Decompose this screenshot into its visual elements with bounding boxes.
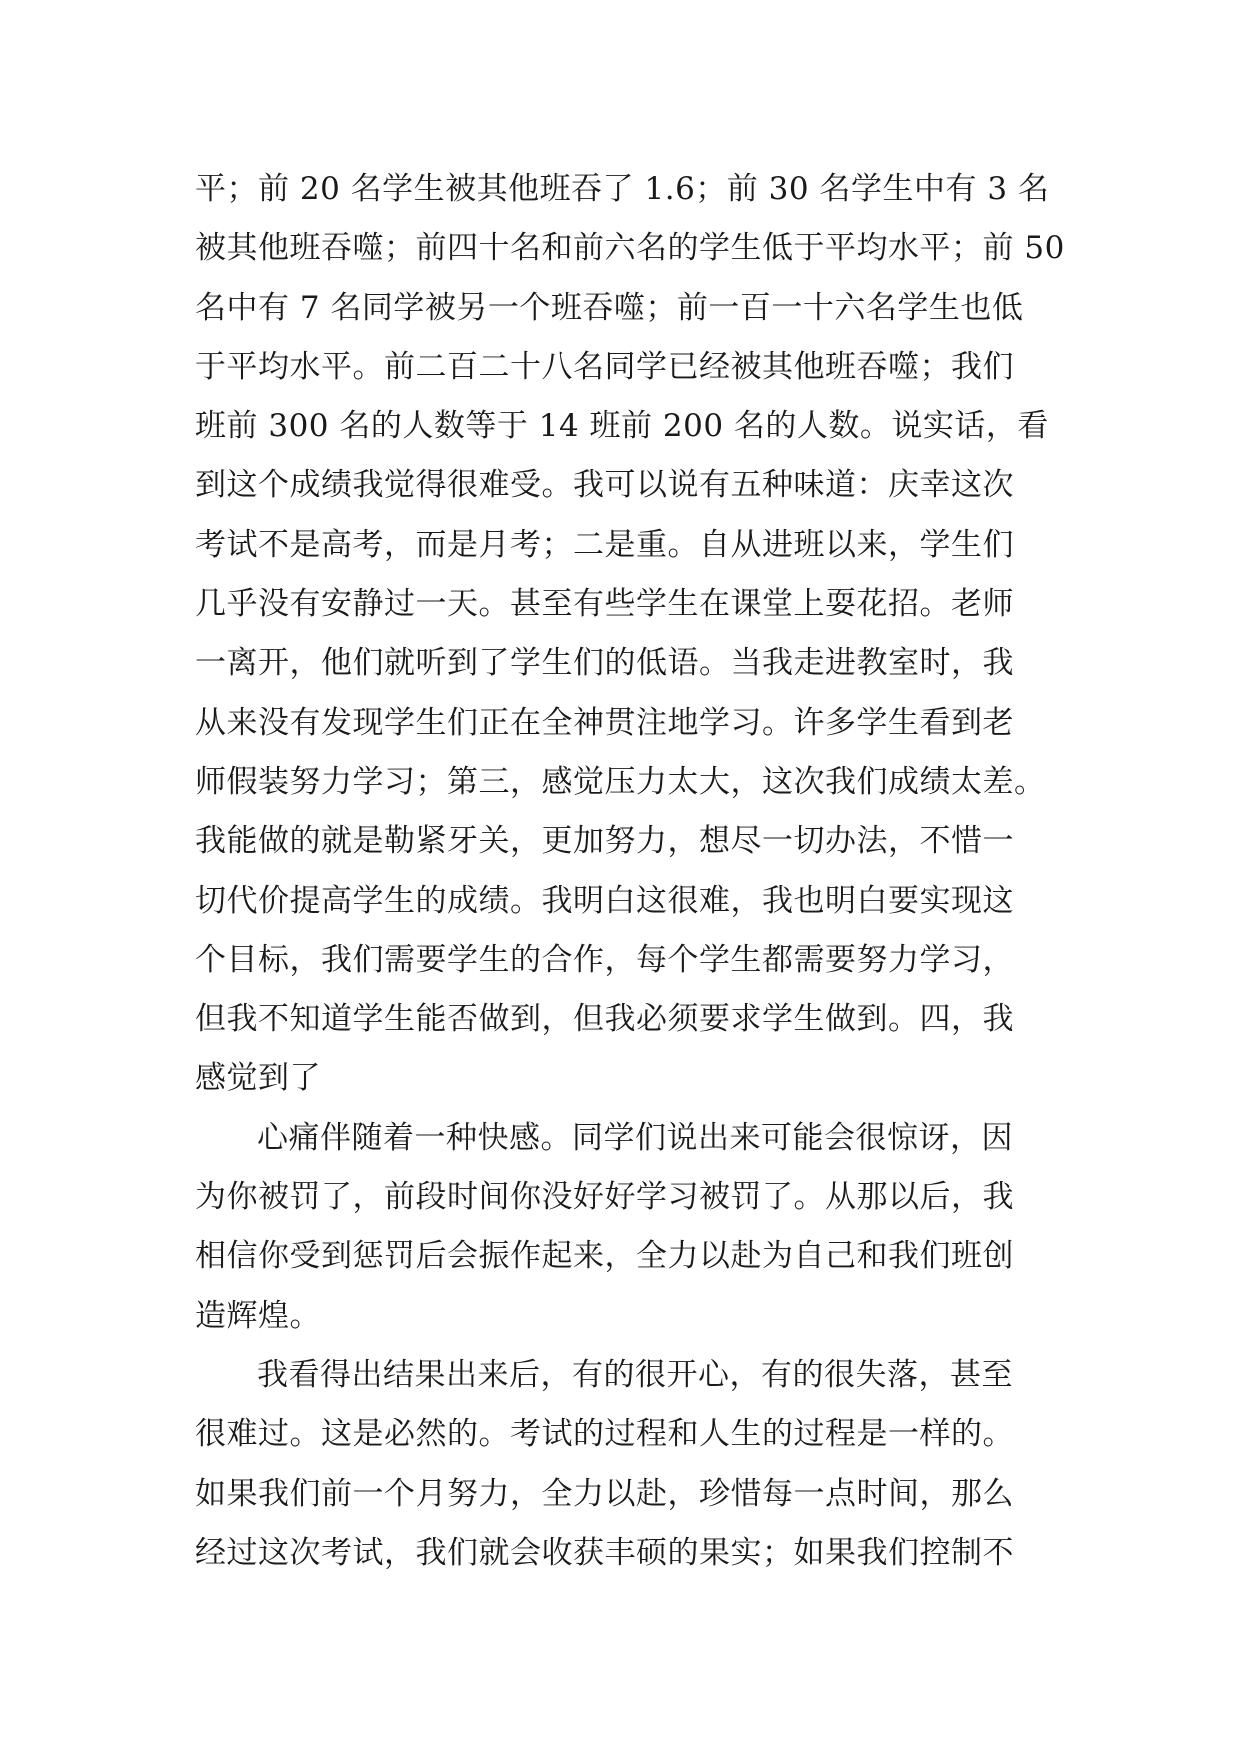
text-line: 如果我们前一个月努力，全力以赴，珍惜每一点时间，那么	[195, 1475, 1014, 1512]
text-line: 切代价提高学生的成绩。我明白这很难，我也明白要实现这	[195, 882, 1014, 919]
paragraph-start-line: 心痛伴随着一种快感。同学们说出来可能会很惊讶，因	[257, 1119, 1013, 1156]
text-line: 个目标，我们需要学生的合作，每个学生都需要努力学习，	[195, 941, 1014, 978]
text-line: 班前 300 名的人数等于 14 班前 200 名的人数。说实话，看	[195, 408, 1049, 445]
text-line: 平；前 20 名学生被其他班吞了 1.6；前 30 名学生中有 3 名	[195, 171, 1050, 207]
text-line: 但我不知道学生能否做到，但我必须要求学生做到。四，我	[195, 1001, 1014, 1038]
text-line: 考试不是高考，而是月考；二是重。自从进班以来，学生们	[195, 526, 1014, 563]
text-line: 名中有 7 名同学被另一个班吞噬；前一百一十六名学生也低	[195, 289, 1024, 326]
text-line: 几乎没有安静过一天。甚至有些学生在课堂上耍花招。老师	[195, 586, 1014, 623]
text-line: 造辉煌。	[195, 1297, 321, 1334]
paragraph-start-line: 我看得出结果出来后，有的很开心，有的很失落，甚至	[257, 1356, 1013, 1393]
text-line: 相信你受到惩罚后会振作起来，全力以赴为自己和我们班创	[195, 1238, 1014, 1275]
text-line: 一离开，他们就听到了学生们的低语。当我走进教室时，我	[195, 645, 1014, 682]
body-text	[195, 160, 1065, 1583]
text-line: 到这个成绩我觉得很难受。我可以说有五种味道：庆幸这次	[195, 467, 1014, 504]
text-line: 被其他班吞噬；前四十名和前六名的学生低于平均水平；前 50	[195, 230, 1065, 267]
text-line: 感觉到了	[195, 1060, 321, 1097]
text-line: 师假装努力学习；第三，感觉压力太大，这次我们成绩太差。	[195, 763, 1046, 800]
text-line: 为你被罚了，前段时间你没好好学习被罚了。从那以后，我	[195, 1179, 1014, 1216]
text-line: 我能做的就是勒紧牙关，更加努力，想尽一切办法，不惜一	[195, 823, 1014, 860]
text-line: 从来没有发现学生们正在全神贯注地学习。许多学生看到老	[195, 704, 1014, 741]
text-line: 经过这次考试，我们就会收获丰硕的果实；如果我们控制不	[195, 1534, 1014, 1571]
text-line: 很难过。这是必然的。考试的过程和人生的过程是一样的。	[195, 1416, 1014, 1453]
text-line: 于平均水平。前二百二十八名同学已经被其他班吞噬；我们	[195, 348, 1014, 385]
